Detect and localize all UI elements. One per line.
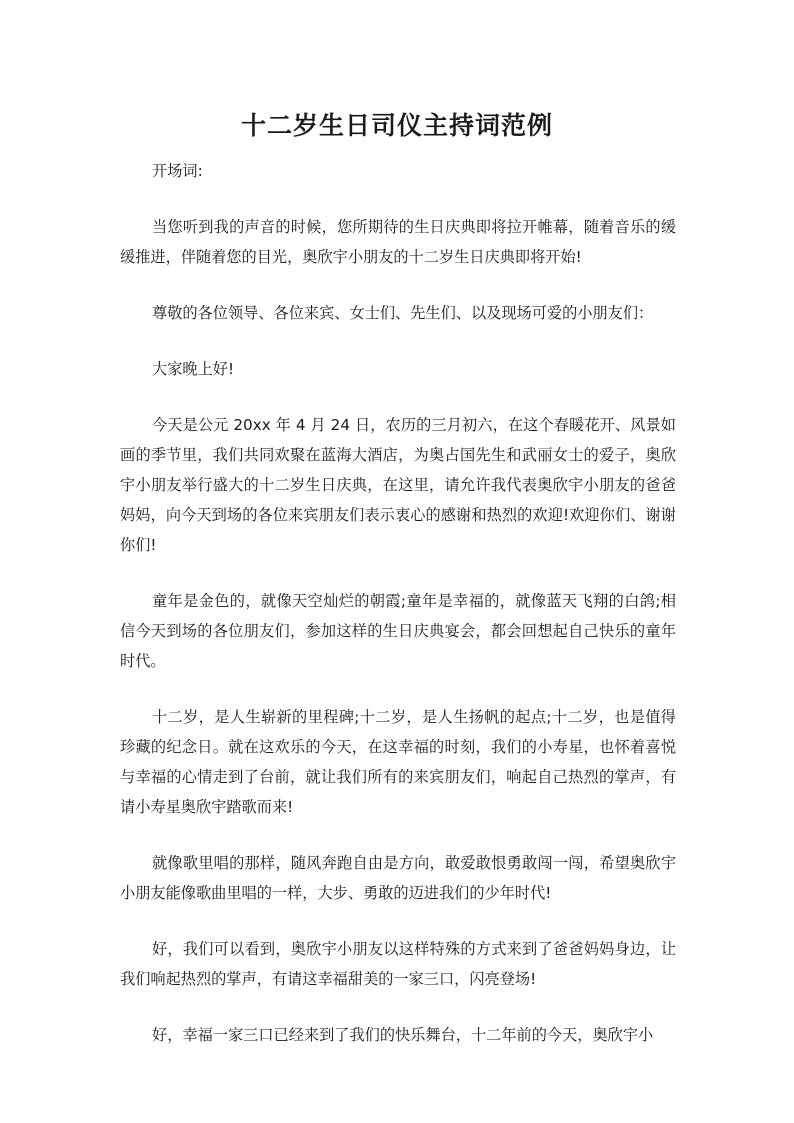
paragraph: 好，我们可以看到，奥欣宇小朋友以这样特殊的方式来到了爸爸妈妈身边，让我们响起热烈的掌声，有请这幸福甜美的一家三口，闪亮登场! — [120, 940, 676, 988]
document-title: 十二岁生日司仪主持词范例 — [240, 111, 553, 140]
paragraph: 就像歌里唱的那样，随风奔跑自由是方向，敢爱敢恨勇敢闯一闯，希望奥欣宇小朋友能像歌曲里唱的一样，大步、勇敢的迈进我们的少年时代! — [120, 854, 676, 902]
paragraph: 好，幸福一家三口已经来到了我们的快乐舞台，十二年前的今天，奥欣宇小 — [152, 1026, 654, 1044]
paragraph: 今天是公元 20xx 年 4 月 24 日，农历的三月初六，在这个春暖花开、风景如画的季节里，我们共同欢聚在蓝海大酒店，为奥占国先生和武丽女士的爱子，奥欣宇小朋友举行盛大的十二岁生日庆典，在这里，请允许我代表奥欣宇小朋友的爸爸妈妈，向今天到场的各位来宾朋友们表示衷心的感谢和热烈的欢迎!欢迎你们、谢谢你们! — [120, 416, 676, 554]
paragraph: 大家晚上好! — [152, 360, 235, 378]
paragraph-opening-label: 开场词: — [152, 162, 203, 180]
paragraph: 十二岁，是人生崭新的里程碑;十二岁，是人生扬帆的起点;十二岁，也是值得珍藏的纪念日。就在这欢乐的今天，在这幸福的时刻，我们的小寿星，也怀着喜悦与幸福的心情走到了台前，就让我们所有的来宾朋友们，响起自己热烈的掌声，有请小寿星奥欣宇踏歌而来! — [120, 708, 676, 816]
document-body — [120, 156, 676, 1076]
paragraph: 童年是金色的，就像天空灿烂的朝霞;童年是幸福的，就像蓝天飞翔的白鸽;相信今天到场的各位朋友们，参加这样的生日庆典宴会，都会回想起自己快乐的童年时代。 — [120, 592, 676, 670]
paragraph: 当您听到我的声音的时候，您所期待的生日庆典即将拉开帷幕，随着音乐的缓缓推进，伴随着您的目光，奥欣宇小朋友的十二岁生日庆典即将开始! — [120, 218, 676, 266]
paragraph: 尊敬的各位领导、各位来宾、女士们、先生们、以及现场可爱的小朋友们： — [152, 304, 654, 322]
